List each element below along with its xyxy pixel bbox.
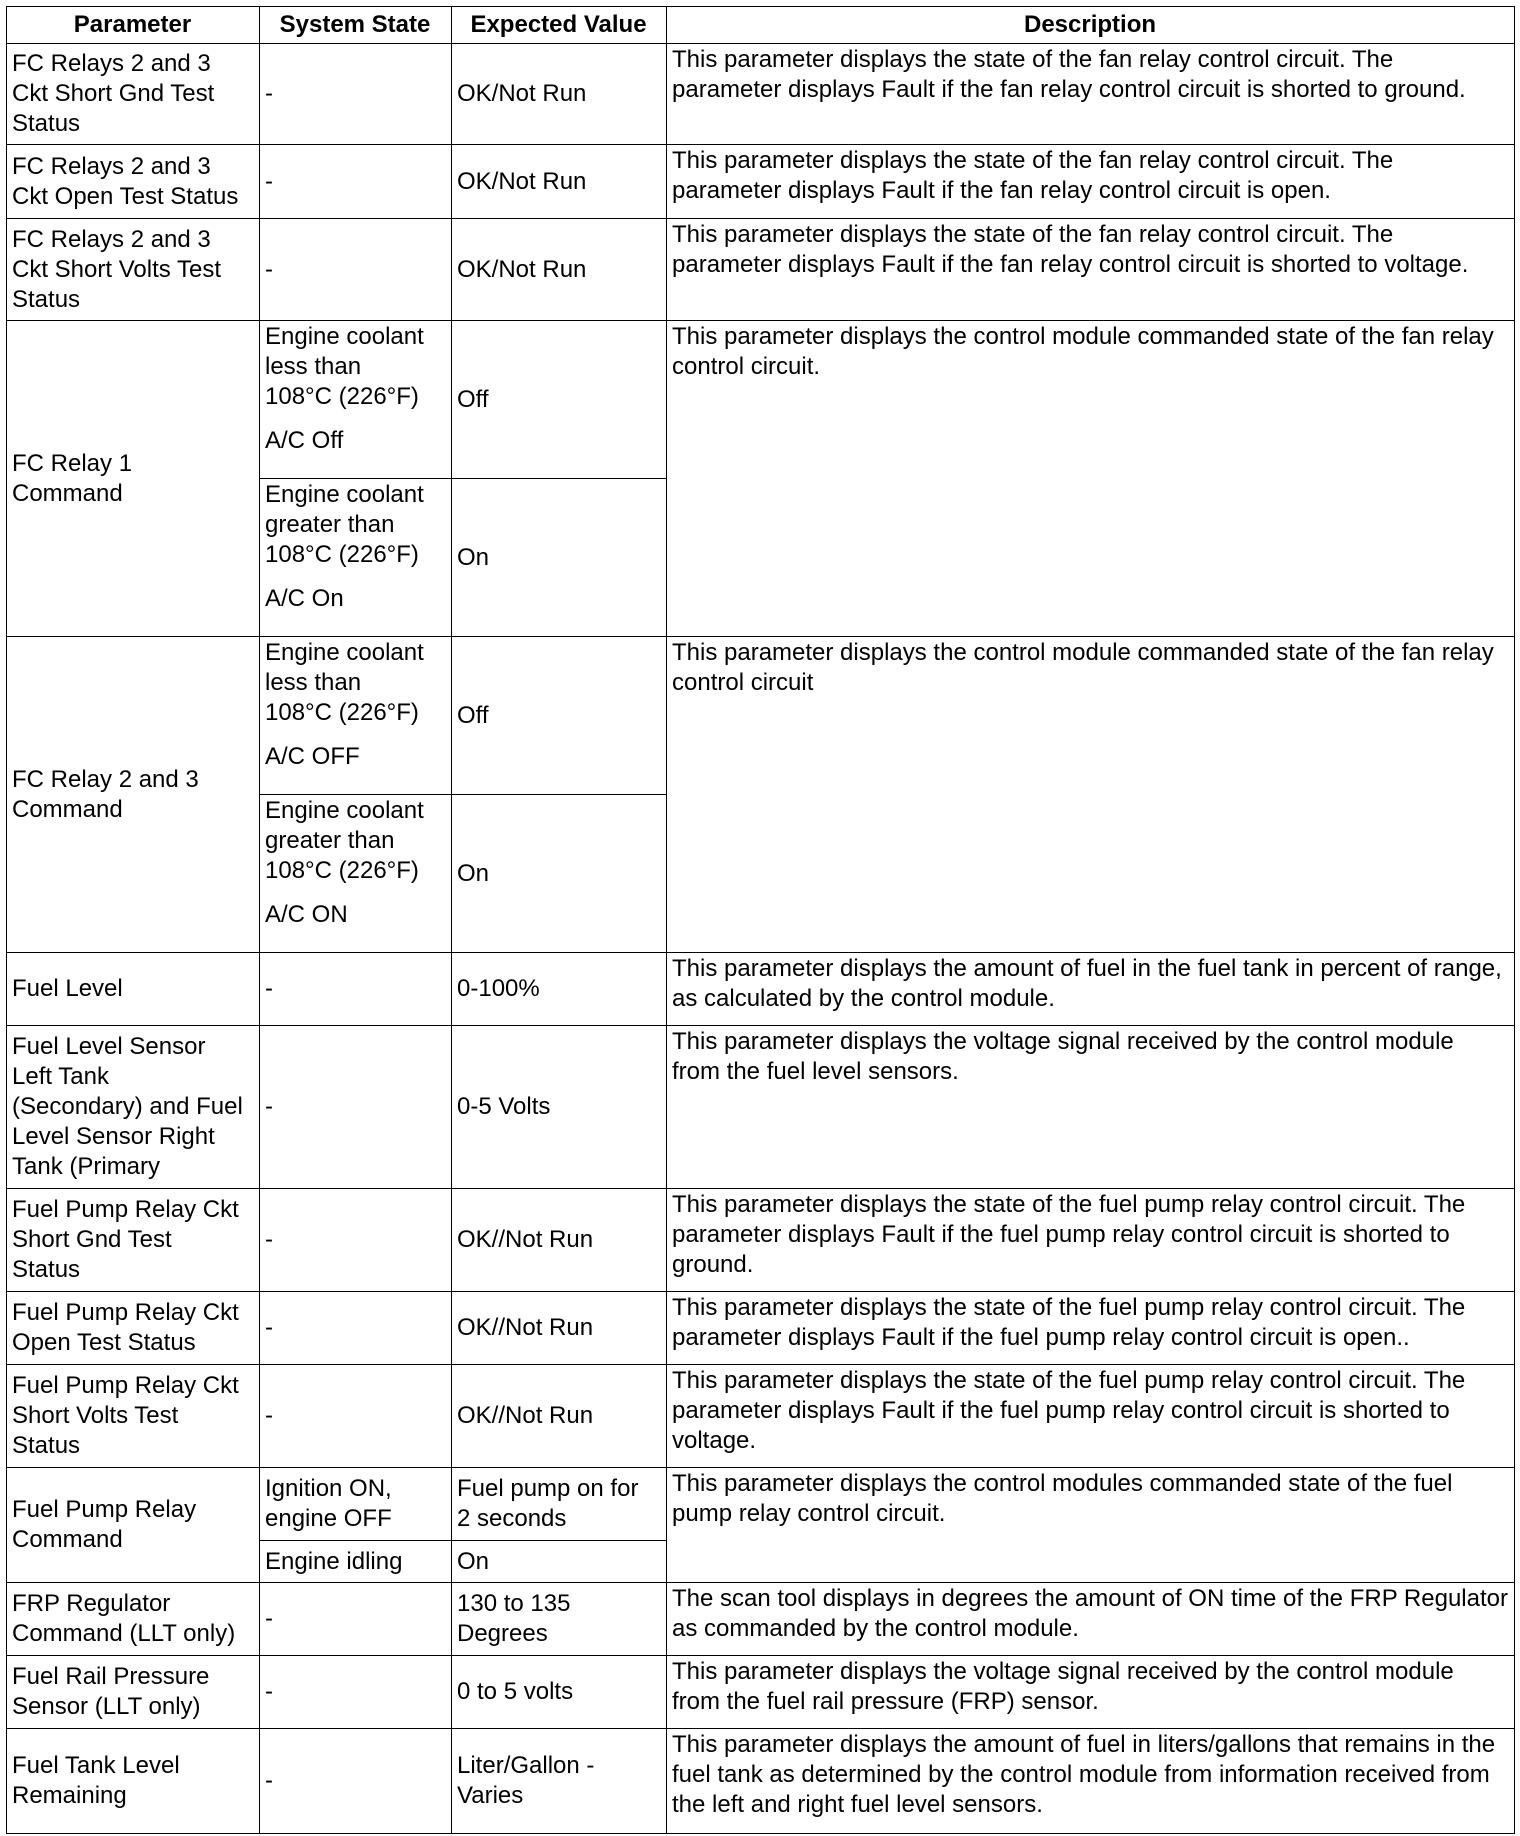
table-row — [7, 219, 1515, 321]
parameter-cell: FC Relay 2 and 3 Command — [7, 637, 260, 953]
parameter-cell: Fuel Rail Pressure Sensor (LLT only) — [7, 1656, 260, 1729]
parameter-cell: Fuel Tank Level Remaining — [7, 1729, 260, 1834]
parameter-table — [6, 6, 1515, 1834]
system-state-cell: - — [260, 953, 452, 1026]
system-state-cell: Engine idling — [260, 1541, 452, 1583]
parameter-cell: Fuel Pump Relay Command — [7, 1468, 260, 1583]
description-cell: This parameter displays the state of the fuel pump relay control circuit. The parameter displays Fault if the fuel pump relay control circuit is shorted to voltage. — [667, 1365, 1515, 1468]
expected-value-cell: 0-100% — [452, 953, 667, 1026]
header-description: Description — [667, 7, 1515, 44]
system-state-cell: - — [260, 1729, 452, 1834]
system-state-condition: Engine coolant greater than 108°C (226°F) — [265, 797, 424, 884]
system-state-cell: - — [260, 1189, 452, 1292]
system-state-cell: - — [260, 1583, 452, 1656]
table-row — [7, 1189, 1515, 1292]
expected-value-cell: OK/Not Run — [452, 219, 667, 321]
expected-value-cell: On — [452, 1541, 667, 1583]
system-state-condition: Engine coolant greater than 108°C (226°F) — [265, 481, 424, 568]
expected-value-cell: OK//Not Run — [452, 1189, 667, 1292]
system-state-cell — [260, 479, 452, 637]
table-row — [7, 145, 1515, 219]
description-cell: This parameter displays the state of the fan relay control circuit. The parameter displays Fault if the fan relay control circuit is shorted to voltage. — [667, 219, 1515, 321]
parameter-cell: Fuel Level Sensor Left Tank (Secondary) and Fuel Level Sensor Right Tank (Primary — [7, 1026, 260, 1189]
parameter-cell: Fuel Pump Relay Ckt Open Test Status — [7, 1292, 260, 1365]
table-row — [7, 1729, 1515, 1834]
system-state-cell: - — [260, 1365, 452, 1468]
table-row — [7, 321, 1515, 479]
expected-value-cell: On — [452, 479, 667, 637]
system-state-ac: A/C Off — [265, 427, 344, 454]
parameter-cell: Fuel Pump Relay Ckt Short Volts Test Status — [7, 1365, 260, 1468]
description-cell: This parameter displays the control module commanded state of the fan relay control circuit. — [667, 321, 1515, 637]
table-row — [7, 637, 1515, 795]
parameter-cell: Fuel Pump Relay Ckt Short Gnd Test Status — [7, 1189, 260, 1292]
system-state-cell: - — [260, 1292, 452, 1365]
table-row — [7, 1468, 1515, 1541]
system-state-ac: A/C On — [265, 585, 344, 612]
header-parameter: Parameter — [7, 7, 260, 44]
table-row — [7, 1583, 1515, 1656]
system-state-cell — [260, 321, 452, 479]
system-state-condition: Engine coolant less than 108°C (226°F) — [265, 639, 424, 726]
description-cell: This parameter displays the state of the fan relay control circuit. The parameter displays Fault if the fan relay control circuit is shorted to ground. — [667, 44, 1515, 145]
expected-value-cell: 130 to 135 Degrees — [452, 1583, 667, 1656]
system-state-cell: - — [260, 145, 452, 219]
header-expected-value: Expected Value — [452, 7, 667, 44]
parameter-cell: FC Relays 2 and 3 Ckt Open Test Status — [7, 145, 260, 219]
parameter-cell: FC Relay 1 Command — [7, 321, 260, 637]
header-row — [7, 7, 1515, 44]
description-cell: The scan tool displays in degrees the amount of ON time of the FRP Regulator as commanded by the control module. — [667, 1583, 1515, 1656]
system-state-ac: A/C OFF — [265, 743, 360, 770]
system-state-cell: - — [260, 44, 452, 145]
description-cell: This parameter displays the state of the fuel pump relay control circuit. The parameter displays Fault if the fuel pump relay control circuit is open.. — [667, 1292, 1515, 1365]
system-state-cell: - — [260, 1656, 452, 1729]
expected-value-cell: Fuel pump on for 2 seconds — [452, 1468, 667, 1541]
expected-value-cell: OK/Not Run — [452, 44, 667, 145]
parameter-cell: FC Relays 2 and 3 Ckt Short Gnd Test Status — [7, 44, 260, 145]
description-cell: This parameter displays the voltage signal received by the control module from the fuel rail pressure (FRP) sensor. — [667, 1656, 1515, 1729]
table-row — [7, 953, 1515, 1026]
description-cell: This parameter displays the state of the fuel pump relay control circuit. The parameter displays Fault if the fuel pump relay control circuit is shorted to ground. — [667, 1189, 1515, 1292]
parameter-cell: FC Relays 2 and 3 Ckt Short Volts Test Status — [7, 219, 260, 321]
parameter-cell: FRP Regulator Command (LLT only) — [7, 1583, 260, 1656]
expected-value-cell: 0-5 Volts — [452, 1026, 667, 1189]
system-state-cell — [260, 637, 452, 795]
expected-value-cell: On — [452, 795, 667, 953]
description-cell: This parameter displays the state of the fan relay control circuit. The parameter displays Fault if the fan relay control circuit is open. — [667, 145, 1515, 219]
description-cell: This parameter displays the control modules commanded state of the fuel pump relay control circuit. — [667, 1468, 1515, 1583]
table-row — [7, 1365, 1515, 1468]
table-row — [7, 44, 1515, 145]
expected-value-cell: Off — [452, 637, 667, 795]
description-cell: This parameter displays the control module commanded state of the fan relay control circuit — [667, 637, 1515, 953]
system-state-condition: Engine coolant less than 108°C (226°F) — [265, 323, 424, 410]
expected-value-cell: Liter/Gallon - Varies — [452, 1729, 667, 1834]
parameter-cell: Fuel Level — [7, 953, 260, 1026]
description-cell: This parameter displays the amount of fuel in the fuel tank in percent of range, as calculated by the control module. — [667, 953, 1515, 1026]
table-row — [7, 1292, 1515, 1365]
expected-value-cell: OK//Not Run — [452, 1292, 667, 1365]
table-row — [7, 1656, 1515, 1729]
expected-value-cell: Off — [452, 321, 667, 479]
system-state-cell — [260, 795, 452, 953]
table-row — [7, 1026, 1515, 1189]
system-state-cell: - — [260, 219, 452, 321]
system-state-cell: - — [260, 1026, 452, 1189]
expected-value-cell: OK//Not Run — [452, 1365, 667, 1468]
expected-value-cell: 0 to 5 volts — [452, 1656, 667, 1729]
system-state-ac: A/C ON — [265, 901, 348, 928]
header-system-state: System State — [260, 7, 452, 44]
system-state-cell: Ignition ON, engine OFF — [260, 1468, 452, 1541]
description-cell: This parameter displays the voltage signal received by the control module from the fuel level sensors. — [667, 1026, 1515, 1189]
expected-value-cell: OK/Not Run — [452, 145, 667, 219]
description-cell: This parameter displays the amount of fuel in liters/gallons that remains in the fuel tank as determined by the control module from information received from the left and right fuel level sensors. — [667, 1729, 1515, 1834]
